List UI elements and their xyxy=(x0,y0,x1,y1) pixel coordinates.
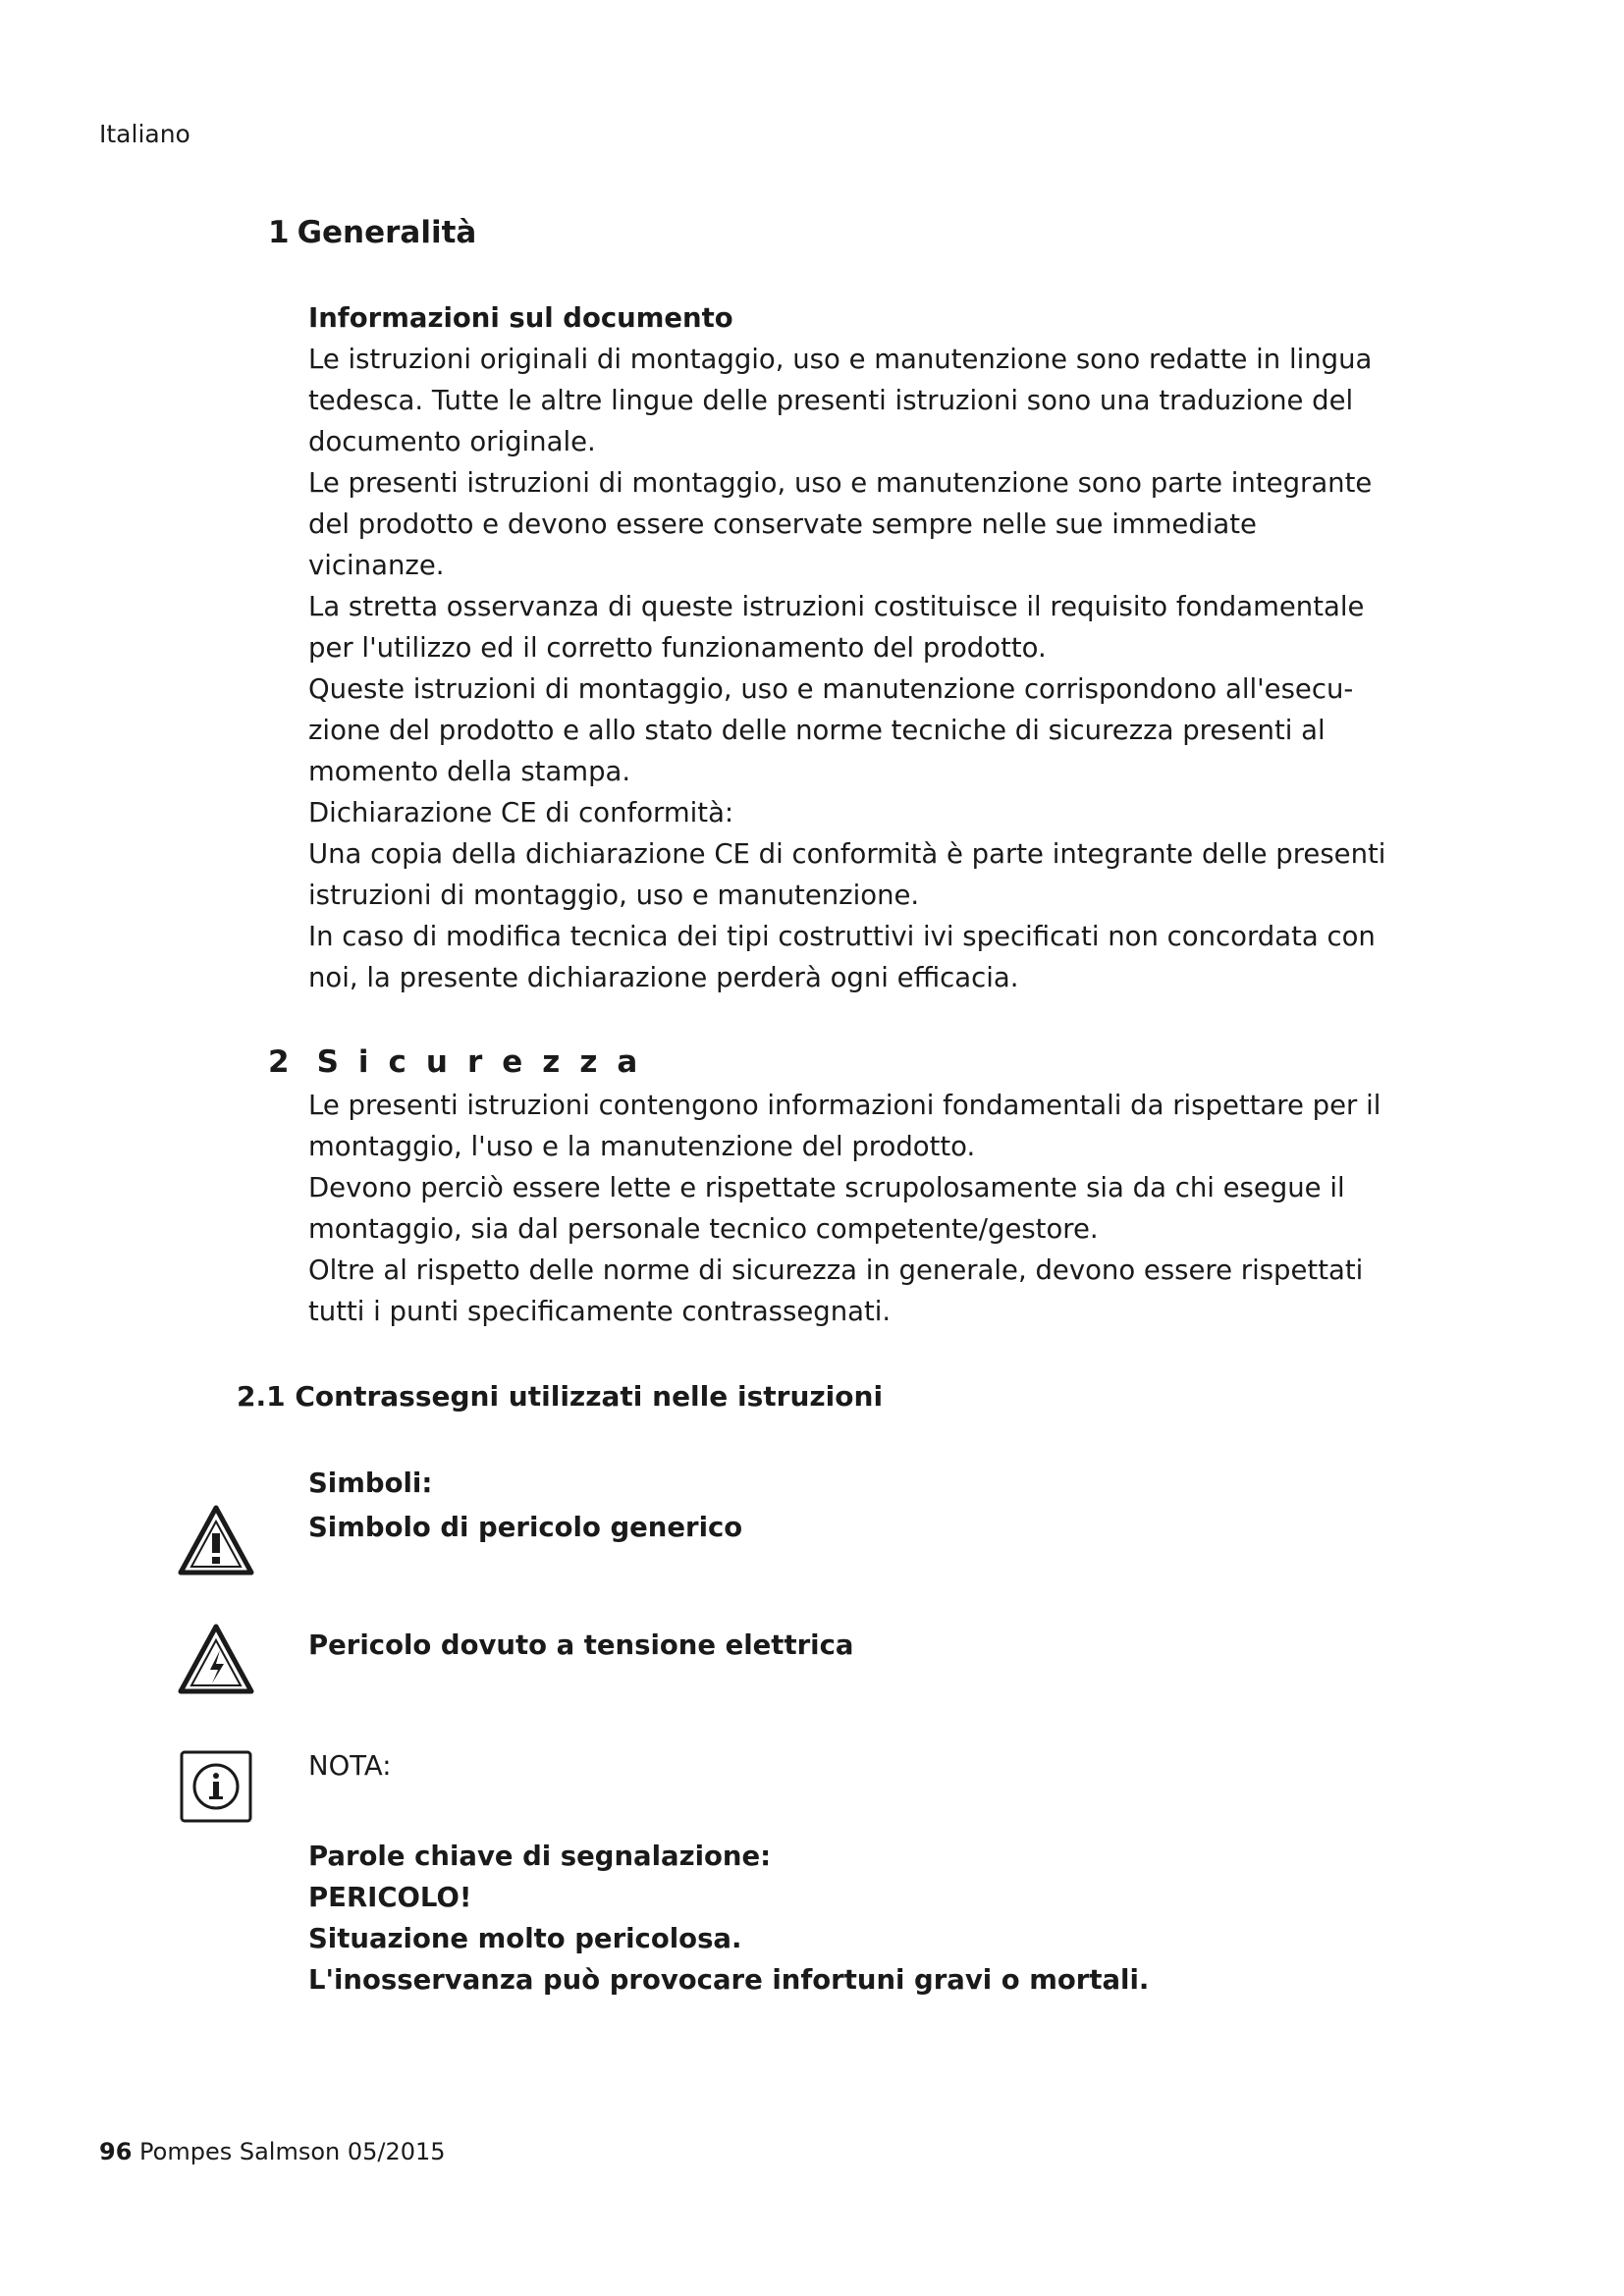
text-line: noi, la presente dichiarazione perderà ogni efficacia. xyxy=(308,962,1019,993)
section-1-number: 1 xyxy=(268,215,290,250)
text-line: Le istruzioni originali di montaggio, uso e manutenzione sono redatte in lingua xyxy=(308,344,1373,375)
signal-words-block xyxy=(308,1836,1388,2001)
text-line: Devono perciò essere lette e rispettate scrupolosamente sia da chi esegue il xyxy=(308,1172,1345,1203)
general-danger-label: Simbolo di pericolo generico xyxy=(308,1512,743,1543)
info-icon xyxy=(179,1749,253,1824)
publisher-info: Pompes Salmson 05/2015 xyxy=(139,2138,446,2165)
text-line: tutti i punti specificamente contrassegnati. xyxy=(308,1296,892,1327)
text-line: Le presenti istruzioni di montaggio, uso e manutenzione sono parte integrante xyxy=(308,467,1373,499)
text-line: Dichiarazione CE di conformità: xyxy=(308,797,734,828)
text-line: istruzioni di montaggio, uso e manutenzione. xyxy=(308,880,920,911)
text-line: momento della stampa. xyxy=(308,756,631,787)
text-line: Oltre al rispetto delle norme di sicurezza in generale, devono essere rispettati xyxy=(308,1255,1364,1286)
text-line: montaggio, sia dal personale tecnico competente/gestore. xyxy=(308,1213,1099,1245)
section-2-title: Sicurezza xyxy=(316,1044,658,1080)
section-1-title: Generalità xyxy=(297,215,477,250)
section-2-paragraph xyxy=(308,1085,1388,1332)
text-line: Una copia della dichiarazione CE di conformità è parte integrante delle presenti xyxy=(308,838,1386,870)
page-number: 96 xyxy=(99,2138,133,2165)
section-1-heading xyxy=(268,215,476,250)
electric-hazard-icon xyxy=(177,1623,255,1695)
section-2-body xyxy=(308,1085,1388,1332)
text-line: del prodotto e devono essere conservate sempre nelle sue immediate vicinanze. xyxy=(308,508,1257,581)
section-1-body xyxy=(308,297,1388,998)
section-2-number: 2 xyxy=(268,1044,309,1080)
note-label: NOTA: xyxy=(308,1750,392,1782)
language-label: Italiano xyxy=(99,120,190,148)
symbols-label: Simboli: xyxy=(308,1468,433,1499)
text-line: zione del prodotto e allo stato delle norme tecniche di sicurezza presenti al xyxy=(308,715,1326,746)
document-info-subheading: Informazioni sul documento xyxy=(308,302,733,334)
danger-label: PERICOLO! xyxy=(308,1882,472,1913)
keywords-label: Parole chiave di segnalazione: xyxy=(308,1841,772,1872)
text-line: montaggio, l'uso e la manutenzione del prodotto. xyxy=(308,1131,976,1162)
text-line: Le presenti istruzioni contengono informazioni fondamentali da rispettare per il xyxy=(308,1090,1381,1121)
text-line: In caso di modifica tecnica dei tipi costruttivi ivi specificati non concordata con xyxy=(308,921,1376,952)
section-2-1-heading: 2.1 Contrassegni utilizzati nelle istruzioni xyxy=(237,1380,884,1413)
section-1-paragraph xyxy=(308,339,1388,998)
text-line: Queste istruzioni di montaggio, uso e manutenzione corrispondono all'esecu- xyxy=(308,673,1354,705)
text-line: tedesca. Tutte le altre lingue delle presenti istruzioni sono una traduzione del xyxy=(308,385,1354,416)
danger-description-2: L'inosservanza può provocare infortuni gravi o mortali. xyxy=(308,1964,1150,1996)
text-line: documento originale. xyxy=(308,426,596,457)
page-footer xyxy=(99,2138,446,2165)
danger-description-1: Situazione molto pericolosa. xyxy=(308,1923,742,1954)
electric-danger-label: Pericolo dovuto a tensione elettrica xyxy=(308,1629,854,1661)
section-2-heading xyxy=(268,1044,657,1080)
text-line: per l'utilizzo ed il corretto funzionamento del prodotto. xyxy=(308,632,1047,664)
warning-triangle-icon xyxy=(177,1504,255,1576)
text-line: La stretta osservanza di queste istruzioni costituisce il requisito fondamentale xyxy=(308,591,1365,622)
